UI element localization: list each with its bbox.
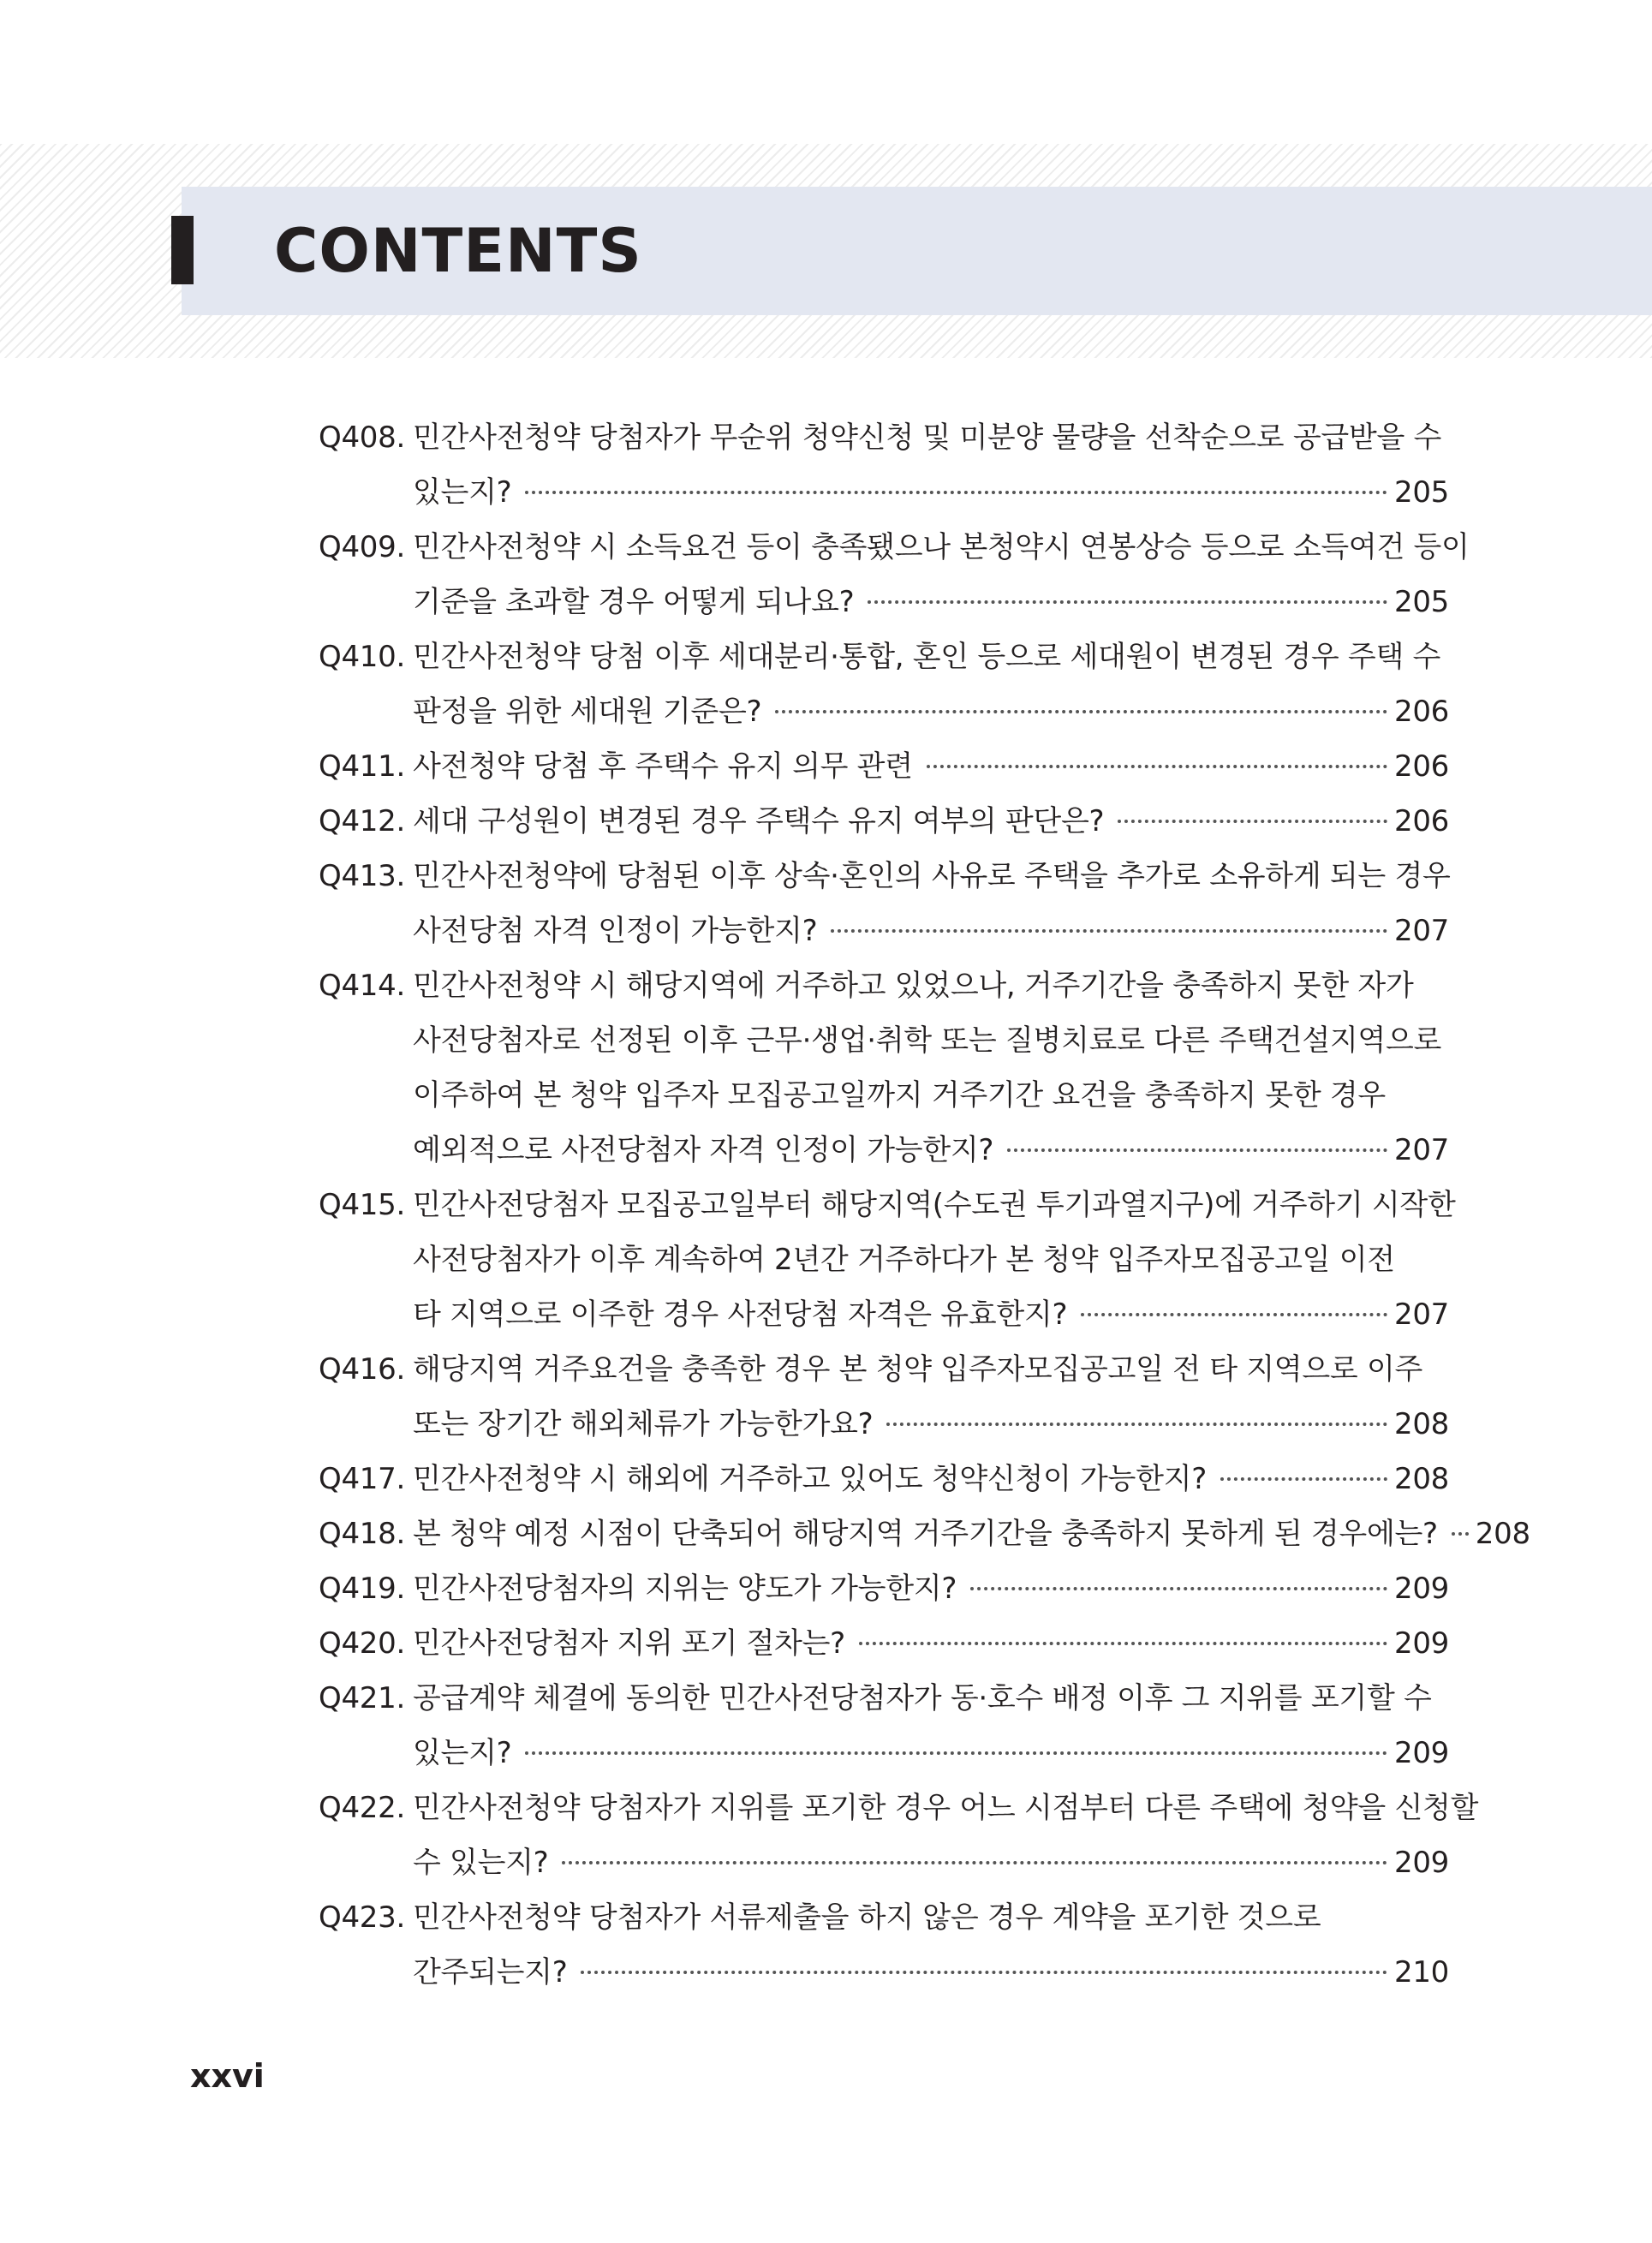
dot-leader	[1007, 1148, 1387, 1152]
question-text: 민간사전청약 시 소득요건 등이 충족됐으나 본청약시 연봉상승 등으로 소득여건 등이	[413, 530, 1470, 564]
dot-leader	[831, 929, 1387, 933]
dot-leader	[970, 1587, 1387, 1590]
question-text: 민간사전청약 당첨 이후 세대분리·통합, 혼인 등으로 세대원이 변경된 경우 주택 수	[413, 640, 1441, 674]
dot-leader	[927, 765, 1387, 768]
toc-entry[interactable]	[319, 1452, 1449, 1506]
toc-entry[interactable]	[319, 1890, 1449, 2000]
page-number: 206	[1394, 695, 1449, 729]
question-text: 민간사전청약 시 해당지역에 거주하고 있었으나, 거주기간을 충족하지 못한 자가	[413, 969, 1414, 1003]
toc-entry-line	[319, 465, 1449, 520]
dot-leader	[525, 491, 1387, 494]
toc-entry[interactable]	[319, 1671, 1449, 1781]
dot-leader	[1118, 820, 1387, 823]
question-text: 있는지?	[413, 1736, 512, 1770]
toc-entry-line	[319, 1726, 1449, 1781]
question-text: 사전당첨자로 선정된 이후 근무·생업·취학 또는 질병치료로 다른 주택건설지역으로	[413, 1023, 1442, 1058]
page-number: 210	[1394, 1955, 1449, 1989]
question-text: 판정을 위한 세대원 기준은?	[413, 695, 762, 729]
page-number: 207	[1394, 1297, 1449, 1332]
toc-entry-line	[319, 958, 1449, 1013]
question-text: 민간사전청약 당첨자가 지위를 포기한 경우 어느 시점부터 다른 주택에 청약을 신청할	[413, 1791, 1479, 1825]
page-number: 209	[1394, 1736, 1449, 1770]
page-folio: xxvi	[190, 2057, 265, 2095]
dot-leader	[562, 1861, 1387, 1864]
toc-entry-line	[319, 1178, 1456, 1232]
toc-entry-line	[319, 575, 1449, 629]
question-text: 또는 장기간 해외체류가 가능한가요?	[413, 1407, 874, 1441]
page-number: 207	[1394, 914, 1449, 948]
question-text: 사전당첨자가 이후 계속하여 2년간 거주하다가 본 청약 입주자모집공고일 이전	[413, 1243, 1395, 1277]
toc-entry-line	[319, 904, 1449, 958]
page-number: 208	[1394, 1407, 1449, 1441]
question-number: Q409.	[319, 530, 405, 564]
question-number: Q419.	[319, 1572, 405, 1606]
toc-entry[interactable]	[319, 794, 1449, 849]
question-text: 이주하여 본 청약 입주자 모집공고일까지 거주기간 요건을 충족하지 못한 경우	[413, 1078, 1386, 1113]
table-of-contents	[319, 410, 1530, 2000]
question-text: 민간사전당첨자 모집공고일부터 해당지역(수도권 투기과열지구)에 거주하기 시작한	[413, 1188, 1456, 1222]
question-number: Q422.	[319, 1791, 405, 1825]
question-text: 민간사전청약 시 해외에 거주하고 있어도 청약신청이 가능한지?	[413, 1462, 1207, 1496]
question-number: Q412.	[319, 804, 405, 838]
page-number: 205	[1394, 475, 1449, 510]
toc-entry[interactable]	[319, 410, 1449, 520]
question-text: 민간사전청약 당첨자가 무순위 청약신청 및 미분양 물량을 선착순으로 공급받을 수	[413, 421, 1442, 455]
question-text: 민간사전당첨자 지위 포기 절차는?	[413, 1626, 845, 1661]
toc-entry-line	[319, 1890, 1449, 1945]
page-number: 205	[1394, 585, 1449, 619]
toc-entry-line	[319, 1561, 1449, 1616]
question-text: 세대 구성원이 변경된 경우 주택수 유지 여부의 판단은?	[413, 804, 1105, 838]
toc-entry-line	[319, 410, 1449, 465]
header-marker-bar	[171, 216, 194, 284]
question-text: 본 청약 예정 시점이 단축되어 해당지역 거주기간을 충족하지 못하게 된 경우에는?	[413, 1517, 1438, 1551]
toc-entry-line	[319, 849, 1449, 904]
page-number: 207	[1394, 1133, 1449, 1167]
page-title: CONTENTS	[274, 216, 642, 286]
dot-leader	[1081, 1313, 1387, 1316]
toc-entry[interactable]	[319, 1342, 1449, 1452]
toc-entry[interactable]	[319, 1178, 1456, 1342]
question-text: 민간사전당첨자의 지위는 양도가 가능한지?	[413, 1572, 957, 1606]
toc-entry-line	[319, 1835, 1449, 1890]
toc-entry[interactable]	[319, 1561, 1449, 1616]
page-number: 208	[1475, 1517, 1530, 1551]
toc-entry[interactable]	[319, 629, 1449, 739]
page-number: 208	[1394, 1462, 1449, 1496]
question-number: Q420.	[319, 1626, 405, 1661]
toc-entry-line	[319, 1506, 1530, 1561]
question-text: 공급계약 체결에 동의한 민간사전당첨자가 동·호수 배정 이후 그 지위를 포기할 수	[413, 1681, 1432, 1715]
dot-leader	[868, 600, 1387, 604]
dot-leader	[525, 1751, 1387, 1755]
question-text: 사전청약 당첨 후 주택수 유지 의무 관련	[413, 749, 913, 784]
page-number: 206	[1394, 749, 1449, 784]
toc-entry[interactable]	[319, 1781, 1479, 1890]
question-number: Q418.	[319, 1517, 405, 1551]
toc-entry-line	[319, 1945, 1449, 2000]
toc-entry[interactable]	[319, 849, 1449, 958]
question-number: Q411.	[319, 749, 405, 784]
question-text: 타 지역으로 이주한 경우 사전당첨 자격은 유효한지?	[413, 1297, 1068, 1332]
question-number: Q408.	[319, 421, 405, 455]
question-number: Q414.	[319, 969, 405, 1003]
toc-entry[interactable]	[319, 1506, 1530, 1561]
toc-entry-line	[319, 794, 1449, 849]
question-number: Q415.	[319, 1188, 405, 1222]
dot-leader	[581, 1971, 1387, 1974]
question-number: Q410.	[319, 640, 405, 674]
question-number: Q417.	[319, 1462, 405, 1496]
toc-entry-line	[319, 520, 1470, 575]
question-text: 수 있는지?	[413, 1846, 549, 1880]
question-text: 있는지?	[413, 475, 512, 510]
dot-leader	[886, 1423, 1387, 1426]
question-text: 기준을 초과할 경우 어떻게 되나요?	[413, 585, 855, 619]
toc-entry-line	[319, 1616, 1449, 1671]
question-text: 민간사전청약 당첨자가 서류제출을 하지 않은 경우 계약을 포기한 것으로	[413, 1900, 1321, 1935]
toc-entry-line	[319, 1781, 1479, 1835]
dot-leader	[859, 1642, 1387, 1645]
toc-entry-line	[319, 629, 1449, 684]
dot-leader	[775, 710, 1387, 713]
page-number: 206	[1394, 804, 1449, 838]
question-text: 간주되는지?	[413, 1955, 568, 1989]
question-text: 사전당첨 자격 인정이 가능한지?	[413, 914, 818, 948]
question-number: Q416.	[319, 1352, 405, 1387]
toc-entry-line	[319, 1342, 1449, 1397]
page-number: 209	[1394, 1626, 1449, 1661]
question-text: 민간사전청약에 당첨된 이후 상속·혼인의 사유로 주택을 추가로 소유하게 되는 경우	[413, 859, 1451, 893]
question-text: 해당지역 거주요건을 충족한 경우 본 청약 입주자모집공고일 전 타 지역으로 이주	[413, 1352, 1423, 1387]
toc-entry-line	[319, 1232, 1449, 1287]
question-number: Q413.	[319, 859, 405, 893]
question-text: 예외적으로 사전당첨자 자격 인정이 가능한지?	[413, 1133, 994, 1167]
question-number: Q423.	[319, 1900, 405, 1935]
page-number: 209	[1394, 1846, 1449, 1880]
toc-entry-line	[319, 1452, 1449, 1506]
toc-entry-line	[319, 1013, 1449, 1068]
toc-entry-line	[319, 1671, 1449, 1726]
toc-entry-line	[319, 1123, 1449, 1178]
toc-entry-line	[319, 1397, 1449, 1452]
toc-entry-line	[319, 684, 1449, 739]
dot-leader	[1220, 1477, 1387, 1481]
toc-entry-line	[319, 1068, 1449, 1123]
toc-entry[interactable]	[319, 958, 1449, 1178]
toc-entry-line	[319, 1287, 1449, 1342]
toc-entry-line	[319, 739, 1449, 794]
toc-entry[interactable]	[319, 739, 1449, 794]
toc-entry[interactable]	[319, 1616, 1449, 1671]
toc-entry[interactable]	[319, 520, 1470, 629]
question-number: Q421.	[319, 1681, 405, 1715]
page-number: 209	[1394, 1572, 1449, 1606]
dot-leader	[1452, 1532, 1469, 1536]
